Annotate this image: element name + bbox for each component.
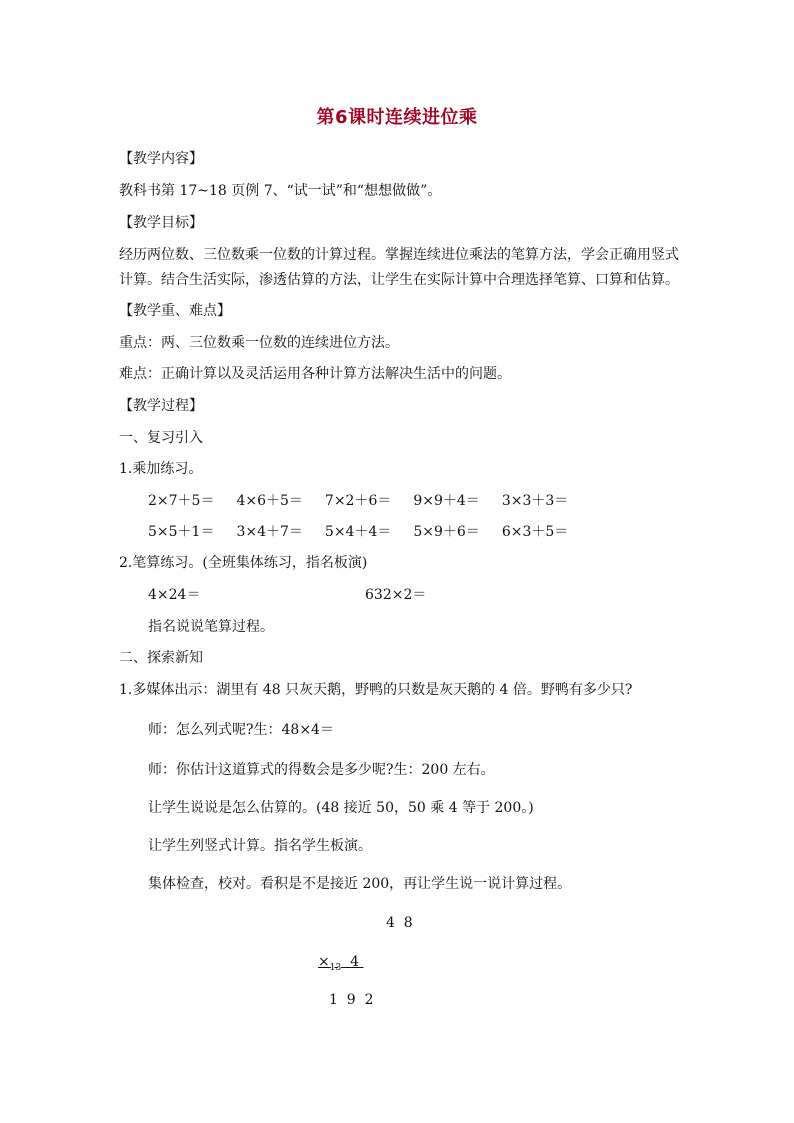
written-calc-row: [148, 585, 200, 605]
times-sign: ×: [318, 954, 330, 970]
difficult-point: 难点：正确计算以及灵活运用各种计算方法解决生活中的问题。: [119, 366, 511, 382]
dialog-2: 师：你估计这道算式的得数会是多少呢?生：200 左右。: [148, 762, 495, 778]
part1-note: 指名说说笔算过程。: [148, 619, 274, 635]
multiplier: 4: [350, 954, 360, 970]
part2-heading: 二、探索新知: [119, 650, 203, 666]
calc-a: 4×24＝: [148, 587, 201, 603]
exercise: 6×3＋5＝: [501, 524, 569, 540]
vertical-calc-top: 4 8: [386, 915, 413, 931]
exercise: 4×6＋5＝: [236, 493, 303, 509]
dialog-4: 让学生列竖式计算。指名学生板演。: [148, 838, 372, 854]
key-point: 重点：两、三位数乘一位数的连续进位方法。: [119, 335, 399, 351]
exercise: 3×3＋3＝: [501, 493, 569, 509]
vertical-calc-multiplier-line: [318, 952, 363, 978]
exercise: 9×9＋4＝: [413, 493, 480, 509]
exercise: 5×9＋6＝: [413, 524, 480, 540]
heading-goals: 【教学目标】: [119, 215, 203, 231]
carry-digits: 13: [329, 962, 342, 973]
part2-item1: 1.多媒体出示：湖里有 48 只灰天鹅，野鸭的只数是灰天鹅的 4 倍。野鸭有多少只?: [119, 682, 633, 698]
exercise-row-1: [148, 491, 590, 511]
goal-text-2: 计算。结合生活实际，渗透估算的方法，让学生在实际计算中合理选择笔算、口算和估算。: [119, 272, 679, 288]
exercise: 5×4＋4＝: [324, 524, 392, 540]
exercise-row-2: [148, 522, 590, 542]
heading-key-points: 【教学重、难点】: [119, 303, 231, 319]
exercise: 5×5＋1＝: [148, 524, 215, 540]
heading-process: 【教学过程】: [119, 398, 203, 414]
dialog-1: 师：怎么列式呢?生：48×4＝: [148, 722, 334, 738]
exercise: 7×2＋6＝: [324, 493, 392, 509]
dialog-5: 集体检查，校对。看积是不是接近 200，再让学生说一说计算过程。: [148, 876, 572, 892]
dialog-3: 让学生说说是怎么估算的。(48 接近 50，50 乘 4 等于 200。): [148, 800, 534, 816]
content-text: 教科书第 17~18 页例 7、“试一试”和“想想做做”。: [119, 183, 442, 199]
calc-b: 632×2＝: [365, 587, 427, 603]
exercise: 3×4＋7＝: [236, 524, 303, 540]
part1-heading: 一、复习引入: [119, 430, 203, 446]
part1-item1: 1.乘加练习。: [119, 461, 203, 477]
page-title: 第6课时连续进位乘: [316, 107, 478, 128]
exercise: 2×7＋5＝: [148, 493, 215, 509]
vertical-calc-result: 1 9 2: [329, 992, 374, 1008]
heading-content: 【教学内容】: [119, 151, 203, 167]
part1-item2: 2.笔算练习。(全班集体练习，指名板演): [119, 555, 368, 571]
goal-text-1: 经历两位数、三位数乘一位数的计算过程。掌握连续进位乘法的笔算方法，学会正确用竖式: [119, 247, 679, 263]
